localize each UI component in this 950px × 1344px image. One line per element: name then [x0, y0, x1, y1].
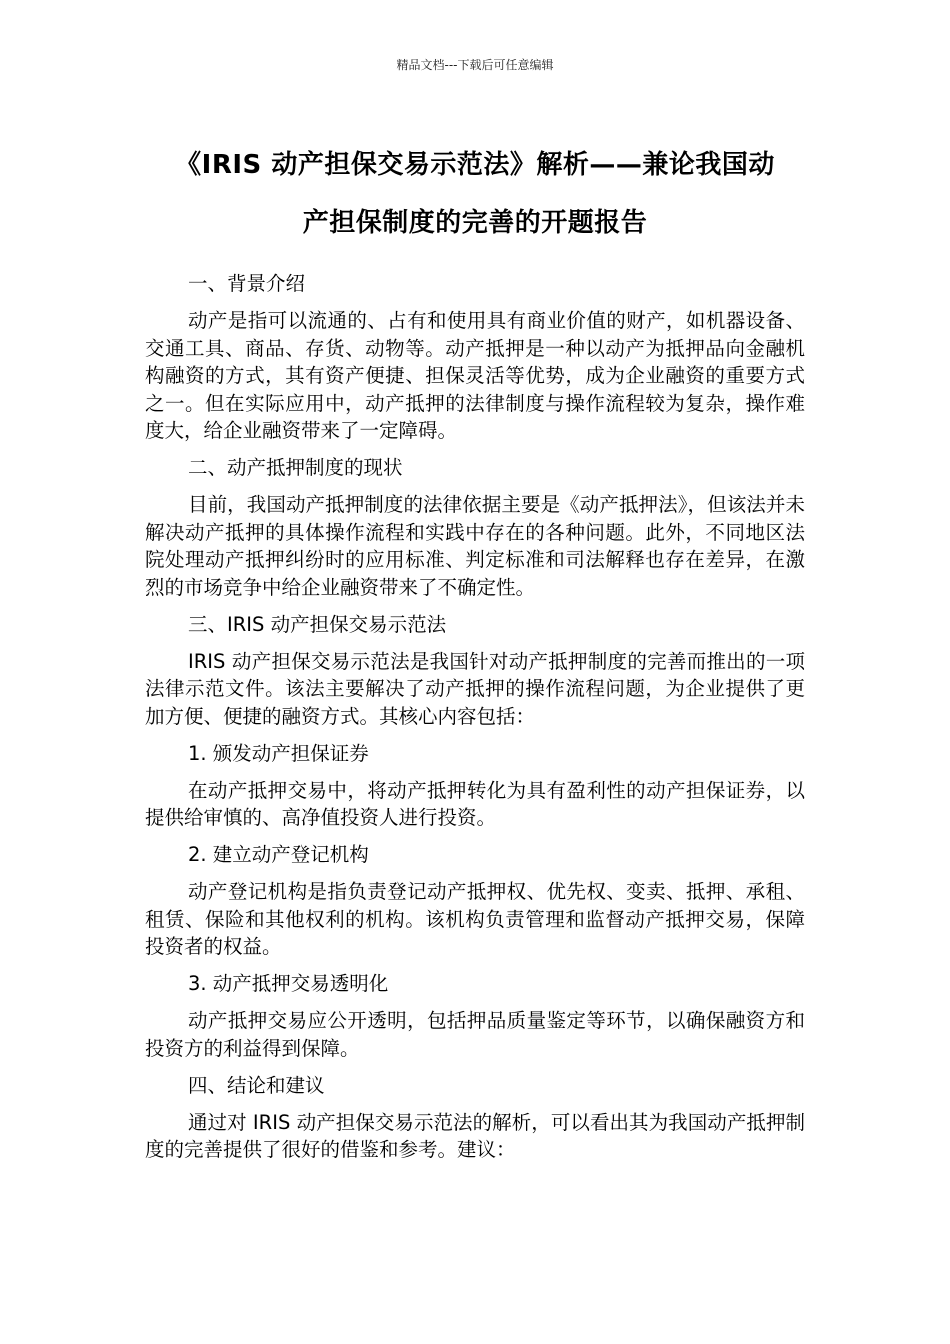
section-heading-background: 一、背景介绍 [188, 272, 306, 295]
title-line-2: 产担保制度的完善的开题报告 [302, 208, 648, 238]
paragraph-status: 目前，我国动产抵押制度的法律依据主要是《动产抵押法》，但该法并未解决动产抵押的具体操作流程和实践中存在的各种问题。此外，不同地区法院处理动产抵押纠纷时的应用标准、判定标准和司法解释也存在差异，在激烈的市场竞争中给企业融资带来了不确定性。 [145, 493, 805, 599]
document-title [145, 136, 805, 252]
list-item-paragraph-2: 动产登记机构是指负责登记动产抵押权、优先权、变卖、抵押、承租、租赁、保险和其他权利的机构。该机构负责管理和监督动产抵押交易，保障投资者的权益。 [145, 880, 805, 958]
list-item-heading-3: 3. 动产抵押交易透明化 [188, 972, 389, 995]
document-body [145, 270, 805, 1173]
title-line-1: 《IRIS 动产担保交易示范法》解析——兼论我国动 [175, 150, 775, 180]
paragraph-background: 动产是指可以流通的、占有和使用具有商业价值的财产，如机器设备、交通工具、商品、存货、动物等。动产抵押是一种以动产为抵押品向金融机构融资的方式，其有资产便捷、担保灵活等优势，成为企业融资的重要方式之一。但在实际应用中，动产抵押的法律制度与操作流程较为复杂，操作难度大，给企业融资带来了一定障碍。 [145, 309, 805, 442]
list-item-heading-1: 1. 颁发动产担保证券 [188, 741, 369, 765]
paragraph-conclusion: 通过对 IRIS 动产担保交易示范法的解析，可以看出其为我国动产抵押制度的完善提供了很好的借鉴和参考。建议： [145, 1110, 805, 1161]
section-heading-conclusion: 四、结论和建议 [188, 1073, 325, 1097]
paragraph-iris: IRIS 动产担保交易示范法是我国针对动产抵押制度的完善而推出的一项法律示范文件。该法主要解决了动产抵押的操作流程问题，为企业提供了更加方便、便捷的融资方式。其核心内容包括： [145, 649, 805, 728]
section-heading-iris: 三、IRIS 动产担保交易示范法 [188, 612, 447, 636]
list-item-paragraph-1: 在动产抵押交易中，将动产抵押转化为具有盈利性的动产担保证券，以提供给审慎的、高净值投资人进行投资。 [145, 778, 805, 829]
list-item-paragraph-3: 动产抵押交易应公开透明，包括押品质量鉴定等环节，以确保融资方和投资方的利益得到保障。 [145, 1009, 805, 1060]
section-heading-status: 二、动产抵押制度的现状 [188, 456, 403, 479]
list-item-heading-2: 2. 建立动产登记机构 [188, 843, 369, 866]
page-header: 精品文档---下载后可任意编辑 [396, 58, 554, 72]
